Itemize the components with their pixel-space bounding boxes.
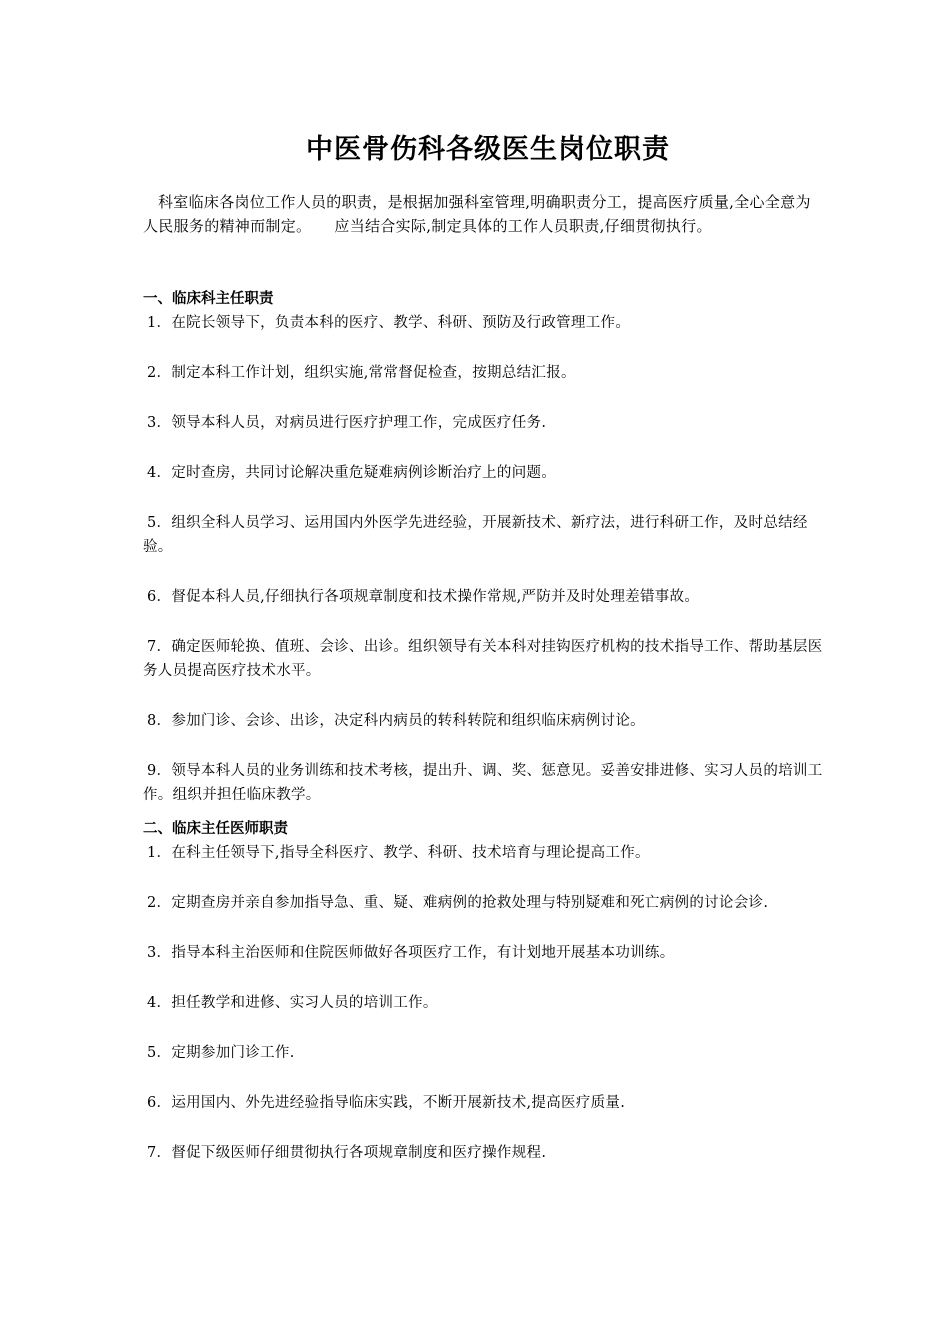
item-number: 2． bbox=[147, 895, 172, 911]
list-item bbox=[143, 759, 823, 807]
item-number: 7． bbox=[147, 639, 172, 655]
item-text: 指导本科主治医师和住院医师做好各项医疗工作，有计划地开展基本功训练。 bbox=[171, 945, 675, 961]
item-number: 4． bbox=[147, 465, 172, 481]
list-item bbox=[143, 709, 823, 733]
item-number: 3． bbox=[147, 415, 172, 431]
list-item bbox=[143, 361, 823, 385]
item-number: 5． bbox=[147, 515, 172, 531]
item-number: 2． bbox=[147, 365, 172, 381]
document-page bbox=[143, 130, 823, 1165]
section-heading: 一、临床科主任职责 bbox=[143, 291, 274, 307]
page-title: 中医骨伤科各级医生岗位职责 bbox=[306, 134, 670, 165]
list-item bbox=[143, 1141, 823, 1165]
section-chief-physician bbox=[143, 817, 823, 1165]
item-number: 3． bbox=[147, 945, 172, 961]
list-item bbox=[143, 841, 823, 865]
list-item bbox=[143, 1041, 823, 1065]
list-item bbox=[143, 411, 823, 435]
list-item bbox=[143, 311, 823, 335]
item-number: 1． bbox=[147, 315, 172, 331]
item-text: 督促下级医师仔细贯彻执行各项规章制度和医疗操作规程. bbox=[171, 1145, 547, 1161]
list-item bbox=[143, 461, 823, 485]
item-number: 4． bbox=[147, 995, 172, 1011]
item-text: 领导本科人员的业务训练和技术考核，提出升、调、奖、惩意见。妥善安排进修、实习人员的培训工作。组织并担任临床教学。 bbox=[143, 763, 823, 803]
item-text: 在院长领导下，负责本科的医疗、教学、科研、预防及行政管理工作。 bbox=[171, 315, 631, 331]
list-item bbox=[143, 891, 823, 915]
item-text: 定期参加门诊工作. bbox=[171, 1045, 295, 1061]
list-item bbox=[143, 941, 823, 965]
item-number: 7． bbox=[147, 1145, 172, 1161]
item-text: 定期查房并亲自参加指导急、重、疑、难病例的抢救处理与特别疑难和死亡病例的讨论会诊. bbox=[171, 895, 769, 911]
list-item bbox=[143, 511, 823, 559]
item-text: 制定本科工作计划，组织实施,常常督促检查，按期总结汇报。 bbox=[171, 365, 576, 381]
item-text: 定时查房，共同讨论解决重危疑难病例诊断治疗上的问题。 bbox=[171, 465, 557, 481]
item-number: 5． bbox=[147, 1045, 172, 1061]
intro-paragraph: 科室临床各岗位工作人员的职责，是根据加强科室管理,明确职责分工，提高医疗质量,全心全意为人民服务的精神而制定。 应当结合实际,制定具体的工作人员职责,仔细贯彻执行。 bbox=[143, 193, 811, 235]
item-number: 6． bbox=[147, 1095, 172, 1111]
item-text: 确定医师轮换、值班、会诊、出诊。组织领导有关本科对挂钩医疗机构的技术指导工作、帮助基层医务人员提高医疗技术水平。 bbox=[143, 639, 823, 679]
item-text: 领导本科人员，对病员进行医疗护理工作，完成医疗任务. bbox=[171, 415, 547, 431]
item-number: 9． bbox=[147, 763, 172, 779]
item-text: 在科主任领导下,指导全科医疗、教学、科研、技术培育与理论提高工作。 bbox=[171, 845, 650, 861]
item-number: 1． bbox=[147, 845, 172, 861]
list-item bbox=[143, 635, 823, 683]
item-number: 6． bbox=[147, 589, 172, 605]
list-item bbox=[143, 585, 823, 609]
section-department-director bbox=[143, 287, 823, 807]
item-text: 组织全科人员学习、运用国内外医学先进经验，开展新技术、新疗法，进行科研工作，及时总结经验。 bbox=[143, 515, 808, 555]
item-number: 8． bbox=[147, 713, 172, 729]
list-item bbox=[143, 1091, 823, 1115]
item-text: 运用国内、外先进经验指导临床实践，不断开展新技术,提高医疗质量. bbox=[171, 1095, 626, 1111]
duty-list bbox=[143, 311, 823, 807]
list-item bbox=[143, 991, 823, 1015]
duty-list bbox=[143, 841, 823, 1165]
item-text: 参加门诊、会诊、出诊，决定科内病员的转科转院和组织临床病例讨论。 bbox=[171, 713, 645, 729]
item-text: 督促本科人员,仔细执行各项规章制度和技术操作常规,严防并及时处理差错事故。 bbox=[171, 589, 700, 605]
item-text: 担任教学和进修、实习人员的培训工作。 bbox=[171, 995, 438, 1011]
section-heading: 二、临床主任医师职责 bbox=[143, 821, 288, 837]
